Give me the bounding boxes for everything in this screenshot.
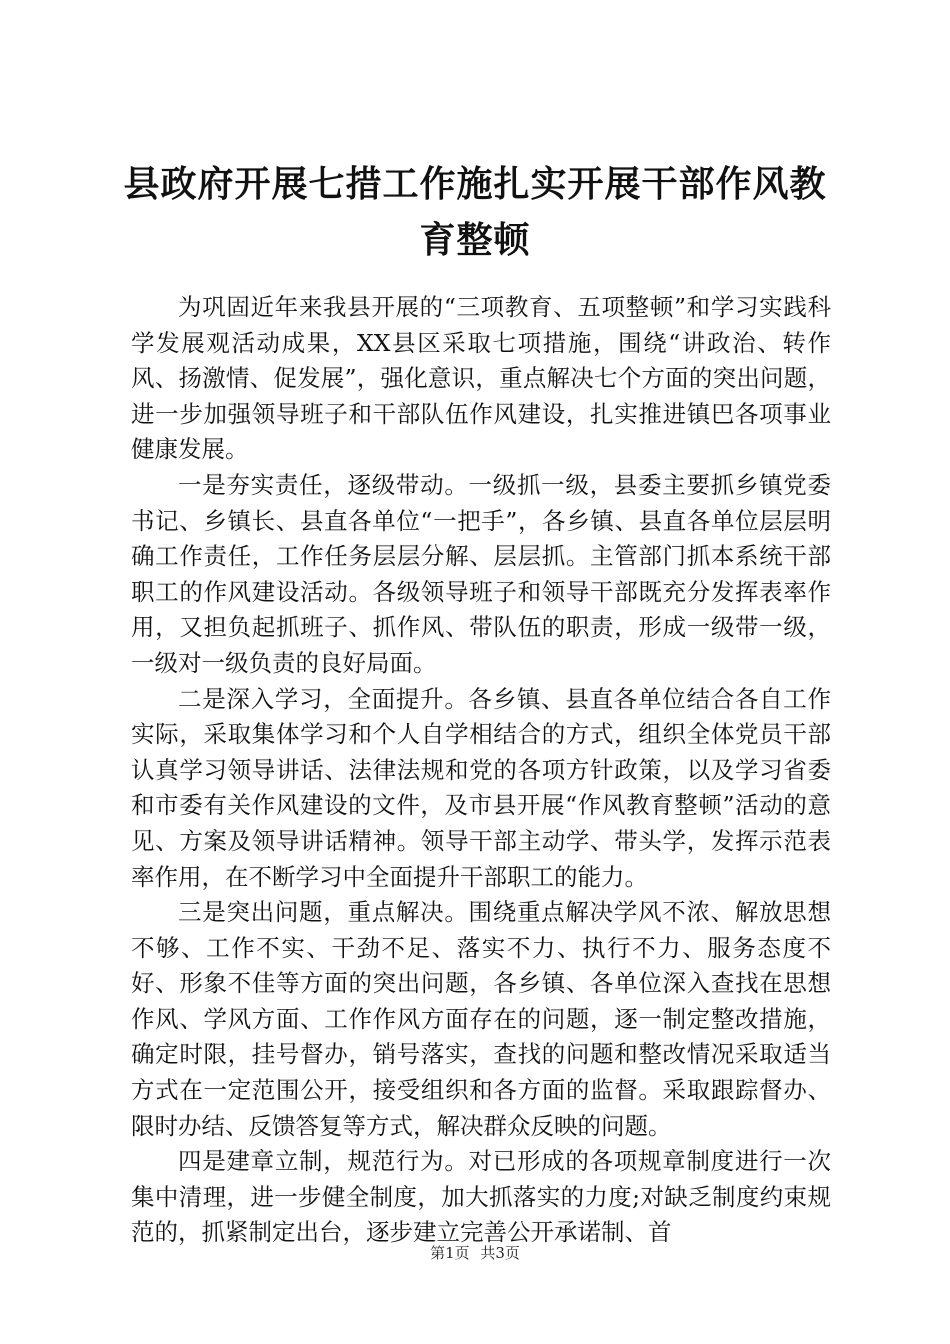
paragraph-measure-4: 四是建章立制，规范行为。对已形成的各项规章制度进行一次集中清理，进一步健全制度，加大抓落实的力度;对缺乏制度约束规范的，抓紧制定出台，逐步建立完善公开承诺制、首 [131,1147,831,1247]
document-title: 县政府开展七措工作施扎实开展干部作风教育整顿 [123,163,827,261]
paragraph-intro: 为巩固近年来我县开展的“三项教育、五项整顿”和学习实践科学发展观活动成果，XX县区采取七项措施，围绕“讲政治、转作风、扬激情、促发展”，强化意识，重点解决七个方面的突出问题，进一步加强领导班子和干部队伍作风建设，扎实推进镇巴各项事业健康发展。 [131,293,831,464]
document-body [131,290,831,1251]
page-number: 第1页 [430,1244,470,1262]
paragraph-measure-3: 三是突出问题，重点解决。围绕重点解决学风不浓、解放思想不够、工作不实、干劲不足、落实不力、执行不力、服务态度不好、形象不佳等方面的突出问题，各乡镇、各单位深入查找在思想作风、学风方面、工作作风方面存在的问题，逐一制定整改措施，确定时限，挂号督办，销号落实，查找的问题和整改情况采取适当方式在一定范围公开，接受组织和各方面的监督。采取跟踪督办、限时办结、反馈答复等方式，解决群众反映的问题。 [131,898,831,1140]
paragraph-measure-1: 一是夯实责任，逐级带动。一级抓一级，县委主要抓乡镇党委书记、乡镇长、县直各单位“一把手”，各乡镇、县直各单位层层明确工作责任，工作任务层层分解、层层抓。主管部门抓本系统干部职工的作风建设活动。各级领导班子和领导干部既充分发挥表率作用，又担负起抓班子、抓作风、带队伍的职责，形成一级带一级，一级对一级负责的良好局面。 [131,470,831,677]
page-footer [0,1243,950,1263]
page-total: 共3页 [480,1244,520,1262]
paragraph-measure-2: 二是深入学习，全面提升。各乡镇、县直各单位结合各自工作实际，采取集体学习和个人自学相结合的方式，组织全体党员干部认真学习领导讲话、法律法规和党的各项方针政策，以及学习省委和市委有关作风建设的文件，及市县开展“作风教育整顿”活动的意见、方案及领导讲话精神。领导干部主动学、带头学，发挥示范表率作用，在不断学习中全面提升干部职工的能力。 [131,684,831,891]
